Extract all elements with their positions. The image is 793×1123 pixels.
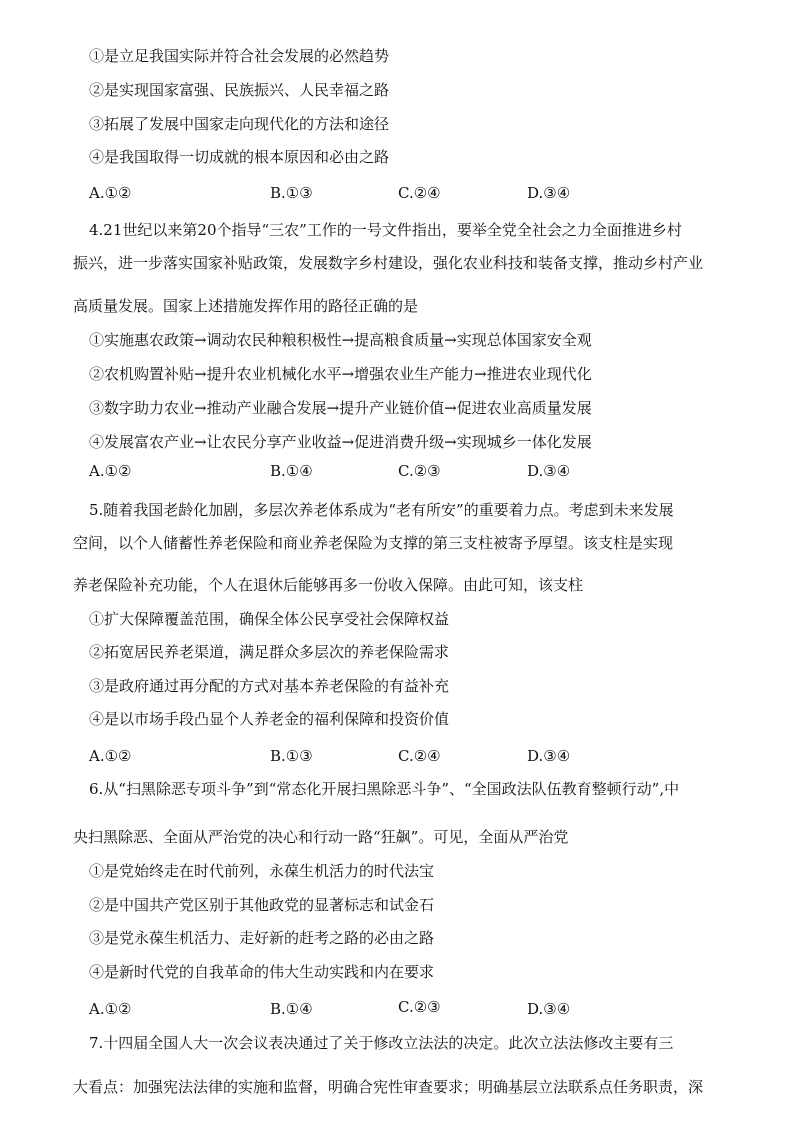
q4-option-3: ③数字助力农业→推动产业融合发展→提升产业链价值→促进农业高质量发展 <box>89 399 592 417</box>
q5-choice-c: C.②④ <box>398 747 441 765</box>
q3-option-2: ②是实现国家富强、民族振兴、人民幸福之路 <box>89 81 390 99</box>
q6-choice-d: D.③④ <box>527 1000 571 1018</box>
q6-choice-c: C.②③ <box>398 998 441 1016</box>
q3-option-4: ④是我国取得一切成就的根本原因和必由之路 <box>89 148 390 166</box>
q4-choice-c: C.②③ <box>398 462 441 480</box>
q3-choice-d: D.③④ <box>527 184 571 202</box>
q6-option-4: ④是新时代党的自我革命的伟大生动实践和内在要求 <box>89 963 435 981</box>
q3-choice-a: A.①② <box>89 184 132 202</box>
q4-option-1: ①实施惠农政策→调动农民种粮积极性→提高粮食质量→实现总体国家安全观 <box>89 331 592 349</box>
q4-stem-line-1: 4.21世纪以来第20个指导“三农”工作的一号文件指出，要举全党全社会之力全面推进乡村 <box>89 221 682 239</box>
q5-option-2: ②拓宽居民养老渠道，满足群众多层次的养老保险需求 <box>89 643 450 661</box>
q6-stem-line-2: 央扫黑除恶、全面从严治党的决心和行动一路“狂飙”。可见，全面从严治党 <box>73 828 569 846</box>
q5-option-4: ④是以市场手段凸显个人养老金的福利保障和投资价值 <box>89 710 450 728</box>
q6-option-1: ①是党始终走在时代前列，永葆生机活力的时代法宝 <box>89 862 435 880</box>
q6-option-3: ③是党永葆生机活力、走好新的赶考之路的必由之路 <box>89 929 435 947</box>
q5-stem-line-2: 空间，以个人储蓄性养老保险和商业养老保险为支撑的第三支柱被寄予厚望。该支柱是实现 <box>73 534 674 552</box>
q3-choice-b: B.①③ <box>270 184 313 202</box>
q4-option-2: ②农机购置补贴→提升农业机械化水平→增强农业生产能力→推进农业现代化 <box>89 365 592 383</box>
q3-option-3: ③拓展了发展中国家走向现代化的方法和途径 <box>89 115 390 133</box>
q3-choice-c: C.②④ <box>398 184 441 202</box>
q6-option-2: ②是中国共产党区别于其他政党的显著标志和试金石 <box>89 896 435 914</box>
q5-choice-b: B.①③ <box>270 747 313 765</box>
q5-stem-line-3: 养老保险补充功能，个人在退休后能够再多一份收入保障。由此可知，该支柱 <box>73 576 584 594</box>
q5-option-3: ③是政府通过再分配的方式对基本养老保险的有益补充 <box>89 677 450 695</box>
q4-choice-d: D.③④ <box>527 462 571 480</box>
q4-stem-line-2: 振兴，进一步落实国家补贴政策，发展数字乡村建设，强化农业科技和装备支撑，推动乡村产业 <box>73 254 704 272</box>
q7-stem-line-1: 7.十四届全国人大一次会议表决通过了关于修改立法法的决定。此次立法法修改主要有三 <box>89 1034 674 1052</box>
q6-choice-a: A.①② <box>89 1000 132 1018</box>
q6-choice-b: B.①④ <box>270 1000 313 1018</box>
q5-option-1: ①扩大保障覆盖范围，确保全体公民享受社会保障权益 <box>89 610 450 628</box>
q4-stem-line-3: 高质量发展。国家上述措施发挥作用的路径正确的是 <box>73 297 419 315</box>
q3-option-1: ①是立足我国实际并符合社会发展的必然趋势 <box>89 47 390 65</box>
q5-choice-d: D.③④ <box>527 747 571 765</box>
q4-option-4: ④发展富农产业→让农民分享产业收益→促进消费升级→实现城乡一体化发展 <box>89 433 592 451</box>
q6-stem-line-1: 6.从“扫黑除恶专项斗争”到“常态化开展扫黑除恶斗争”、“全国政法队伍教育整顿行动”,中 <box>89 780 680 798</box>
q5-choice-a: A.①② <box>89 747 132 765</box>
q5-stem-line-1: 5.随着我国老龄化加剧，多层次养老体系成为“老有所安”的重要着力点。考虑到未来发展 <box>89 501 674 519</box>
q4-choice-a: A.①② <box>89 462 132 480</box>
q4-choice-b: B.①④ <box>270 462 313 480</box>
q7-stem-line-2: 大看点：加强宪法法律的实施和监督，明确合宪性审查要求；明确基层立法联系点任务职责，深 <box>73 1078 704 1096</box>
